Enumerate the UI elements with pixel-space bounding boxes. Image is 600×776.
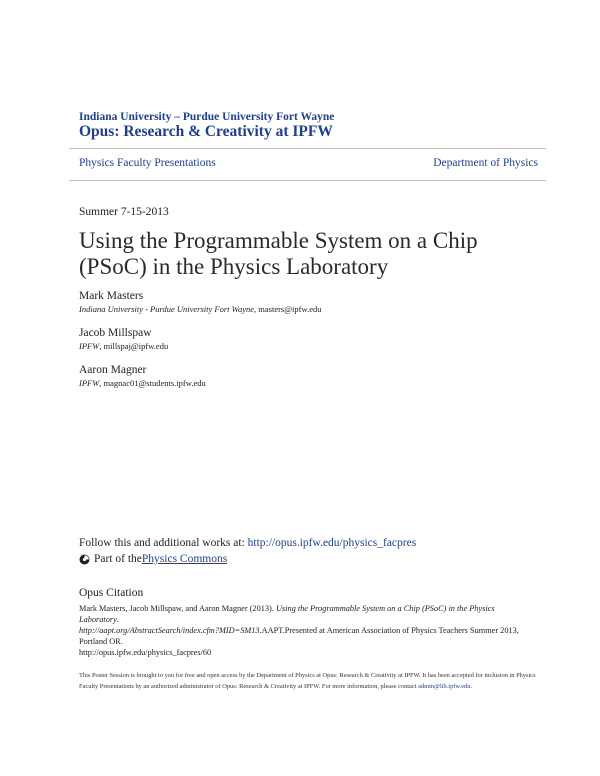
- author-affiliation: IPFW: [79, 378, 100, 388]
- repository-name[interactable]: Opus: Research & Creativity at IPFW: [79, 123, 333, 140]
- bottom-divider: [69, 180, 546, 181]
- author-name: Aaron Magner: [79, 364, 147, 376]
- citation-authors: Mark Masters, Jacob Millspaw, and Aaron Magner (2013).: [79, 604, 276, 613]
- author-affiliation-line: [79, 303, 321, 315]
- part-of-line: [79, 553, 227, 565]
- citation-opus-url[interactable]: http://opus.ipfw.edu/physics_facpres/60: [79, 648, 212, 657]
- physics-commons-link[interactable]: Physics Commons: [141, 553, 228, 565]
- citation-presented: .AAPT.Presented at American Association of Physics Teachers Summer 2013, Portland OR.: [79, 626, 519, 646]
- contact-email-link[interactable]: admin@lib.ipfw.edu: [418, 682, 471, 690]
- citation-title: Using the Programmable System on a Chip (PSoC) in the Physics Laboratory: [79, 604, 495, 624]
- citation-heading: Opus Citation: [79, 587, 144, 599]
- author-block: [79, 326, 168, 352]
- author-name: Mark Masters: [79, 290, 144, 302]
- footer-text: This Poster Session is brought to you for free and open access by the Department of Physics at Opus: Research & Creativity at IPFW. It has been accepted for inclusion in Physics Faculty Presentations by an authorized administrator of Opus: Research & Creativity at IPFW. For more information, please contact: [79, 672, 536, 690]
- citation-body: [79, 603, 524, 658]
- follow-line: [79, 537, 416, 549]
- citation-url[interactable]: http://aapt.org/AbstractSearch/index.cfm?MID=SM13: [79, 626, 260, 635]
- author-affiliation-line: [79, 377, 206, 389]
- author-affiliation-line: [79, 340, 168, 352]
- document-title: Using the Programmable System on a Chip (PSoC) in the Physics Laboratory: [79, 228, 478, 279]
- author-email: , magnac01@students.ipfw.edu: [99, 378, 206, 388]
- publication-date: Summer 7-15-2013: [79, 206, 169, 218]
- author-email: , masters@ipfw.edu: [254, 304, 322, 314]
- author-affiliation: IPFW: [79, 341, 100, 351]
- author-block: [79, 363, 206, 389]
- citation-sep: .: [116, 615, 119, 624]
- author-affiliation: Indiana University - Purdue University Fort Wayne: [79, 304, 255, 314]
- author-email: , millspaj@ipfw.edu: [99, 341, 169, 351]
- top-divider: [69, 148, 546, 149]
- author-block: [79, 289, 321, 315]
- department-link[interactable]: Department of Physics: [433, 157, 538, 169]
- creative-commons-icon: [79, 554, 90, 565]
- follow-prefix: Follow this and additional works at:: [79, 537, 248, 549]
- institution-name: Indiana University – Purdue University Fort Wayne: [79, 111, 335, 123]
- collection-link[interactable]: Physics Faculty Presentations: [79, 157, 216, 169]
- footer-end: .: [470, 682, 473, 690]
- footer-notice: [79, 671, 544, 692]
- follow-url-link[interactable]: http://opus.ipfw.edu/physics_facpres: [247, 537, 417, 549]
- part-of-prefix: Part of the: [94, 553, 142, 565]
- author-name: Jacob Millspaw: [79, 327, 152, 339]
